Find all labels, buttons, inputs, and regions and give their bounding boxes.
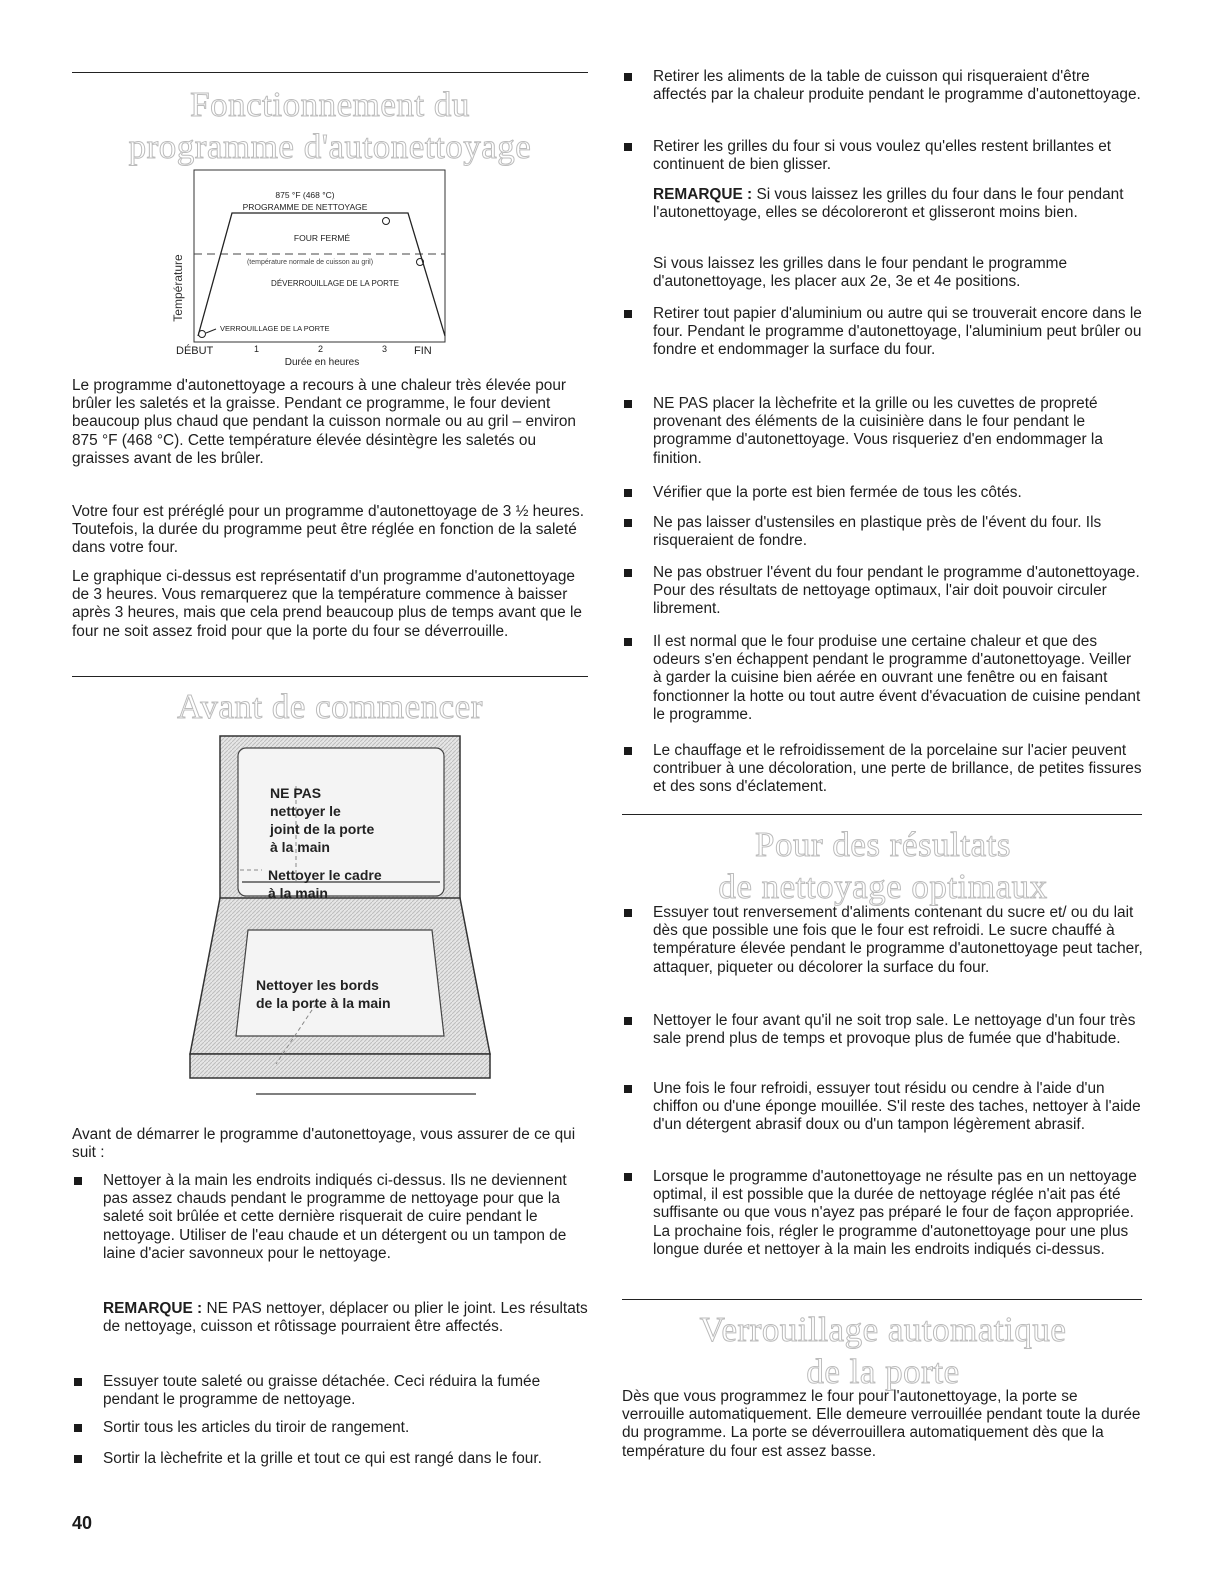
heading-line: programme d'autonettoyage [128, 127, 532, 166]
list-item: Retirer les grilles du four si vous voulez qu'elles restent brillantes et continuent de bien glisser. [622, 138, 1144, 174]
heading-line: Fonctionnement du [190, 85, 470, 124]
note-text: Si vous laissez les grilles du four dans le four pendant l'autonettoyage, elles se décoloreront et glisseront moins bien. [653, 186, 1124, 222]
heading-auto-lock [622, 1309, 1144, 1393]
start-lock-marker [199, 331, 206, 338]
callout-door-edges: de la porte à la main [256, 995, 391, 1011]
list-item: Nettoyer le four avant qu'il ne soit trop sale. Le nettoyage d'un four très sale prend plus de temps et provoque plus de fumée que d'habitude. [622, 1012, 1144, 1048]
x-start: DÉBUT [176, 345, 214, 357]
callout-frame: à la main [268, 885, 328, 901]
section-divider [622, 1299, 1142, 1300]
list-item: Le chauffage et le refroidissement de la porcelaine sur l'acier peuvent contribuer à une décoloration, une perte de brillance, de petites fissures et des sons d'éclatement. [622, 742, 1144, 797]
section-divider [72, 676, 588, 677]
label-program: PROGRAMME DE NETTOYAGE [242, 202, 368, 212]
x-tick-1: 1 [254, 344, 260, 354]
list-item: Une fois le four refroidi, essuyer tout résidu ou cendre à l'aide d'un chiffon ou d'une éponge mouillée. S'il reste des taches, nettoyer à l'aide d'un détergent abrasif doux ou d'un tampon légèrement abrasif. [622, 1080, 1144, 1135]
heading-self-clean [72, 84, 588, 168]
temperature-curve [198, 213, 445, 336]
heading-line: Avant de commencer [177, 687, 483, 726]
list-item: Vérifier que la porte est bien fermée de tous les côtés. [622, 484, 1144, 502]
section-divider [622, 814, 1142, 815]
list-item: NE PAS placer la lèchefrite et la grille ou les cuvettes de propreté provenant des éléments de la cuisinière dans le four pendant le programme d'autonettoyage. Vous risqueriez d'en endommager la finition. [622, 395, 1144, 468]
chart-xlabel: Durée en heures [284, 357, 360, 368]
list-item: Essuyer toute saleté ou graisse détachée. Ceci réduira la fumée pendant le programme de nettoyage. [72, 1373, 588, 1409]
label-closed: FOUR FERMÉ [293, 233, 351, 243]
callout-no-gasket: NE PAS [270, 785, 322, 801]
note [103, 1300, 588, 1336]
paragraph: Le programme d'autonettoyage a recours à une chaleur très élevée pour brûler les saletés et la graisse. Pendant ce programme, le four devient beaucoup plus chaud que pendant la cuisson normale ou au gril – environ 875 °F (468 °C). Cette température élevée désintègre les saletés ou graisses avant de les brûler. [72, 377, 576, 467]
note-text: NE PAS nettoyer, déplacer ou plier le joint. Les résultats de nettoyage, cuisson et rôtissage pourraient être affectés. [103, 1300, 588, 1336]
list-item: Essuyer tout renversement d'aliments contenant du sucre et/ ou du lait dès que possible une fois que le four est refroidi. Le sucre chauffé à température élevée pendant le programme d'autonettoyage peut tacher, attaquer, piqueter ou décolorer la surface du four. [622, 904, 1144, 977]
x-tick-3: 3 [382, 344, 388, 354]
label-peak: 875 °F (468 °C) [275, 190, 335, 200]
paragraph: Le graphique ci-dessus est représentatif d'un programme d'autonettoyage de 3 heures. Vous remarquerez que la température commence à baisser après 3 heures, mais que cela prend beaucoup plus de temps avant que le four ne soit assez froid pour que la porte du four se déverrouille. [72, 568, 582, 640]
lock-pointer [206, 329, 216, 333]
door-handle-edge [190, 1054, 490, 1078]
note: Si vous laissez les grilles dans le four pendant le programme d'autonettoyage, les placer aux 2e, 3e et 4e positions. [653, 255, 1068, 291]
chart-ylabel: Température [171, 254, 185, 322]
door-lock-marker [383, 218, 390, 225]
list-item: Il est normal que le four produise une certaine chaleur et que des odeurs s'en échappent pendant le programme d'autonettoyage. Veiller à garder la cuisine bien aérée en ouvrant une fenêtre ou en faisant fonctionner la hotte ou tout autre évent d'évacuation de cuisine pendant le programme. [622, 633, 1144, 724]
note-label: REMARQUE : [653, 186, 753, 203]
list-item: Sortir tous les articles du tiroir de rangement. [72, 1419, 588, 1437]
heading-best-results [622, 824, 1144, 908]
label-lock: VERROUILLAGE DE LA PORTE [220, 324, 330, 333]
list-item: Ne pas obstruer l'évent du four pendant le programme d'autonettoyage. Pour des résultats de nettoyage optimaux, l'air doit pouvoir circuler librement. [622, 564, 1144, 619]
section-divider [72, 72, 588, 73]
callout-no-gasket: nettoyer le [270, 803, 341, 819]
list-item: Lorsque le programme d'autonettoyage ne résulte pas en un nettoyage optimal, il est possible que la durée de nettoyage réglée n'ait pas été suffisante ou que vous n'ayez pas préparé le four de façon appropriée. La prochaine fois, régler le programme d'autonettoyage pour une plus longue durée et nettoyer à la main les endroits indiqués ci-dessus. [622, 1168, 1144, 1259]
self-clean-temperature-chart [160, 166, 480, 372]
oven-door-diagram [176, 734, 500, 1118]
heading-line: Verrouillage automatique [699, 1310, 1067, 1349]
label-unlock: DÉVERROUILLAGE DE LA PORTE [271, 279, 399, 288]
list-item: Nettoyer à la main les endroits indiqués ci-dessus. Ils ne deviennent pas assez chauds pendant le programme de nettoyage pour que la saleté soit brûlée et cette dernière risquerait de cuire pendant le nettoyage. Utiliser de l'eau chaude et un détergent ou un tampon de laine d'acier savonneux pour le nettoyage. [72, 1172, 588, 1263]
heading-line: de la porte [806, 1352, 960, 1391]
list-item: Retirer les aliments de la table de cuisson qui risqueraient d'être affectés par la chaleur produite pendant le programme d'autonettoyage. [622, 68, 1144, 104]
page-number: 40 [72, 1513, 93, 1533]
list-item: Ne pas laisser d'ustensiles en plastique près de l'évent du four. Ils risqueraient de fondre. [622, 514, 1144, 550]
list-item: Retirer tout papier d'aluminium ou autre qui se trouverait encore dans le four. Pendant le programme d'autonettoyage, l'aluminium peut brûler ou fondre et endommager la surface du four. [622, 305, 1144, 360]
callout-no-gasket: joint de la porte [270, 821, 375, 837]
callout-no-gasket: à la main [270, 839, 330, 855]
x-end: FIN [414, 345, 432, 357]
paragraph: Dès que vous programmez le four pour l'autonettoyage, la porte se verrouille automatiquement. Elle demeure verrouillée pendant toute la durée du programme. La porte se déverrouillera automatiquement dès que la température du four est assez basse. [622, 1388, 1141, 1460]
list-item: Sortir la lèchefrite et la grille et tout ce qui est rangé dans le four. [72, 1450, 588, 1468]
paragraph: Votre four est préréglé pour un programme d'autonettoyage de 3 ½ heures. Toutefois, la durée du programme peut être réglée en fonction de la saleté dans votre four. [72, 503, 585, 557]
heading-line: de nettoyage optimaux [718, 867, 1048, 906]
callout-frame: Nettoyer le cadre [268, 867, 382, 883]
x-tick-2: 2 [318, 344, 324, 354]
note [653, 186, 1144, 222]
heading-before-start [72, 686, 588, 728]
note-label: REMARQUE : [103, 1300, 203, 1317]
intro-paragraph: Avant de démarrer le programme d'autonettoyage, vous assurer de ce qui suit : [72, 1126, 576, 1162]
label-normal: (température normale de cuisson au gril) [246, 259, 374, 266]
callout-door-edges: Nettoyer les bords [256, 977, 379, 993]
heading-line: Pour des résultats [755, 825, 1011, 864]
